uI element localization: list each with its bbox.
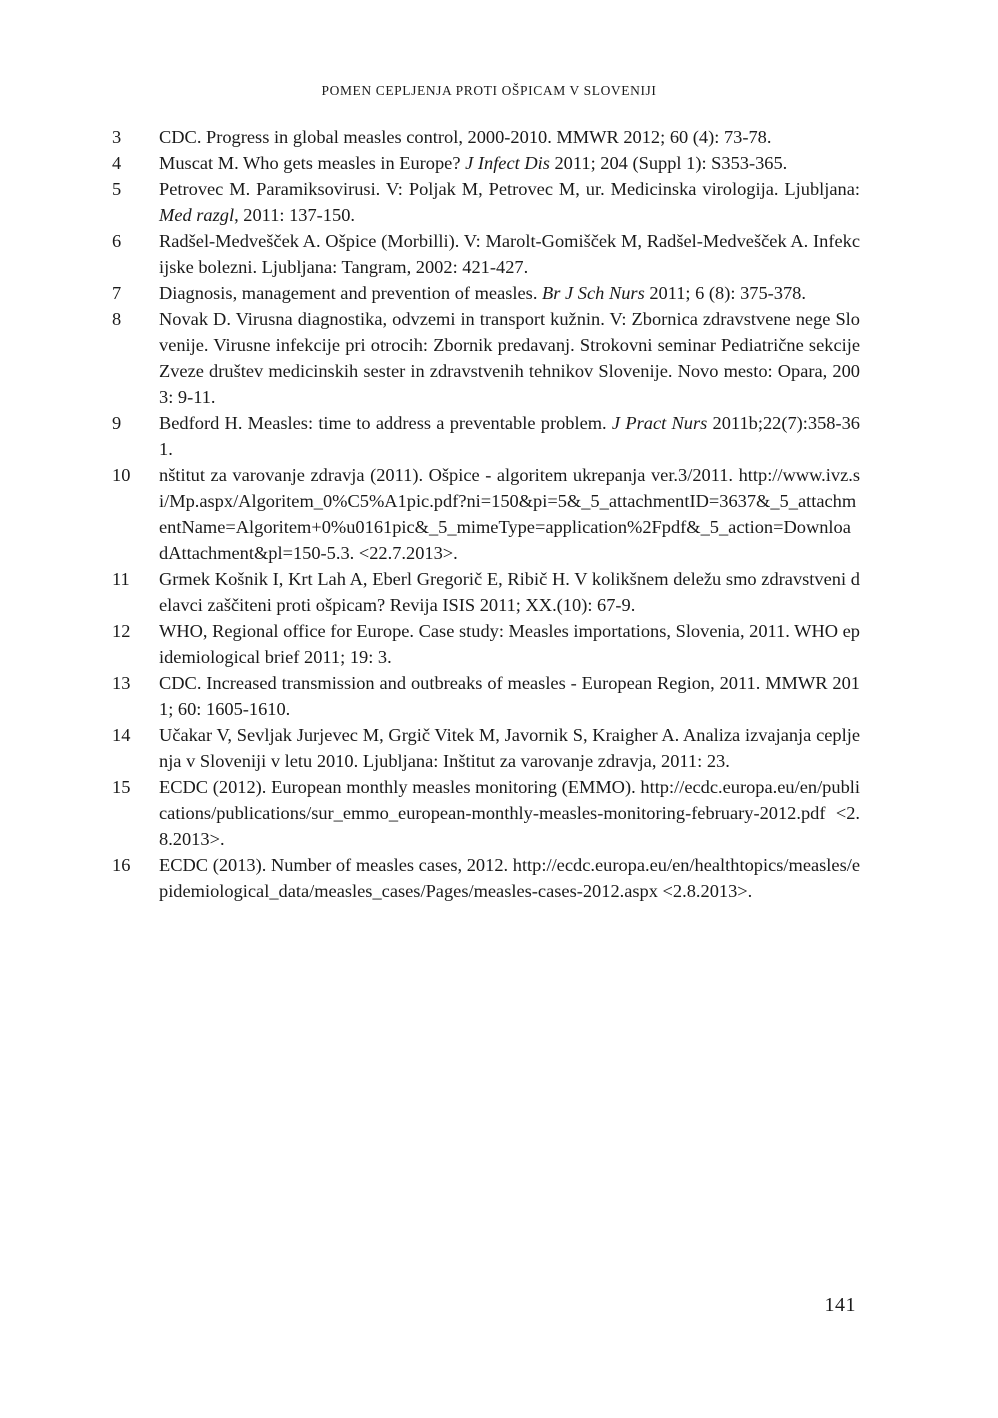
reference-text	[159, 150, 860, 176]
reference-item	[112, 618, 860, 670]
reference-item	[112, 774, 860, 852]
reference-segment: 2011; 6 (8): 375-378.	[644, 283, 806, 303]
reference-segment: ECDC (2013). Number of measles cases, 2012. http://ecdc.europa.eu/en/healthtopics/measles/epidemiological_data/measles_cases/Pages/measles-cases-2012.aspx <2.8.2013>.	[159, 855, 860, 901]
reference-number: 3	[112, 127, 122, 147]
running-header: POMEN CEPLJENJA PROTI OŠPICAM V SLOVENIJI	[321, 83, 657, 98]
reference-text	[159, 176, 860, 228]
reference-text	[159, 774, 860, 852]
journal-title: J Pract Nurs	[611, 413, 708, 433]
reference-text	[159, 852, 860, 904]
reference-item	[112, 150, 860, 176]
reference-segment: Novak D. Virusna diagnostika, odvzemi in transport kužnin. V: Zbornica zdravstvene nege Slovenije. Virusne infekcije pri otrocih: Zbornik predavanj. Strokovni seminar Pediatrične sekcije Zveze društev medicinskih sester in zdravstvenih tehnikov Slovenije. Novo mesto: Opara, 2003: 9-11.	[159, 309, 860, 407]
reference-segment: Petrovec M. Paramiksovirusi. V: Poljak M, Petrovec M, ur. Medicinska virologija. Ljubljana:	[159, 179, 860, 199]
reference-number: 5	[112, 179, 122, 199]
reference-segment: Učakar V, Sevljak Jurjevec M, Grgič Vitek M, Javornik S, Kraigher A. Analiza izvajanja cepljenja v Sloveniji v letu 2010. Ljubljana: Inštitut za varovanje zdravja, 2011: 23.	[159, 725, 860, 771]
reference-text	[159, 722, 860, 774]
reference-number: 8	[112, 309, 122, 329]
reference-segment: , 2011: 137-150.	[234, 205, 355, 225]
reference-item	[112, 176, 860, 228]
reference-number: 12	[112, 621, 131, 641]
reference-segment: Muscat M. Who gets measles in Europe?	[159, 153, 466, 173]
reference-text	[159, 618, 860, 670]
reference-item	[112, 462, 860, 566]
reference-number: 9	[112, 413, 122, 433]
reference-segment: 2011b;22(7):358-361.	[159, 413, 860, 459]
reference-number: 16	[112, 855, 131, 875]
reference-item	[112, 228, 860, 280]
reference-segment: 2011; 204 (Suppl 1): S353-365.	[549, 153, 788, 173]
reference-number: 6	[112, 231, 122, 251]
reference-item	[112, 410, 860, 462]
reference-text	[159, 410, 860, 462]
page-number: 141	[824, 1294, 856, 1316]
reference-number: 7	[112, 283, 122, 303]
reference-number: 14	[112, 725, 131, 745]
reference-item	[112, 280, 860, 306]
reference-item	[112, 306, 860, 410]
reference-number: 10	[112, 465, 131, 485]
reference-segment: nštitut za varovanje zdravja (2011). Ošpice - algoritem ukrepanja ver.3/2011. http://www.ivz.si/Mp.aspx/Algoritem_0%C5%A1pic.pdf?ni=150&pi=5&_5_attachmentID=3637&_5_attachmentName=Algoritem+0%u0161pic&_5_mimeType=application%2Fpdf&_5_action=DownloadAttachment&pl=150-5.3. <22.7.2013>.	[159, 465, 860, 563]
reference-segment: Bedford H. Measles: time to address a preventable problem.	[159, 413, 612, 433]
reference-item	[112, 566, 860, 618]
journal-title: J Infect Dis	[465, 153, 550, 173]
reference-item	[112, 852, 860, 904]
reference-number: 15	[112, 777, 131, 797]
reference-item	[112, 670, 860, 722]
reference-text	[159, 566, 860, 618]
reference-segment: Diagnosis, management and prevention of measles.	[159, 283, 543, 303]
reference-segment: ECDC (2012). European monthly measles monitoring (EMMO). http://ecdc.europa.eu/en/publications/publications/sur_emmo_european-monthly-measles-monitoring-february-2012.pdf <2.8.2013>.	[159, 777, 860, 849]
reference-text	[159, 670, 860, 722]
reference-list	[112, 124, 860, 904]
reference-text	[159, 124, 860, 150]
reference-text	[159, 306, 860, 410]
reference-segment: Radšel-Medvešček A. Ošpice (Morbilli). V: Marolt-Gomišček M, Radšel-Medvešček A. Infekcijske bolezni. Ljubljana: Tangram, 2002: 421-427.	[159, 231, 860, 277]
reference-number: 11	[112, 569, 130, 589]
reference-text	[159, 280, 860, 306]
reference-text	[159, 228, 860, 280]
reference-item	[112, 722, 860, 774]
journal-title: Med razgl	[159, 205, 235, 225]
journal-title: Br J Sch Nurs	[542, 283, 645, 303]
reference-segment: Grmek Košnik I, Krt Lah A, Eberl Gregorič E, Ribič H. V kolikšnem deležu smo zdravstveni delavci zaščiteni proti ošpicam? Revija ISIS 2011; XX.(10): 67-9.	[159, 569, 860, 615]
reference-item	[112, 124, 860, 150]
reference-number: 13	[112, 673, 131, 693]
reference-segment: CDC. Increased transmission and outbreaks of measles - European Region, 2011. MMWR 2011; 60: 1605-1610.	[159, 673, 860, 719]
reference-number: 4	[112, 153, 122, 173]
reference-text	[159, 462, 860, 566]
reference-segment: WHO, Regional office for Europe. Case study: Measles importations, Slovenia, 2011. WHO epidemiological brief 2011; 19: 3.	[159, 621, 860, 667]
reference-segment: CDC. Progress in global measles control, 2000-2010. MMWR 2012; 60 (4): 73-78.	[159, 127, 772, 147]
